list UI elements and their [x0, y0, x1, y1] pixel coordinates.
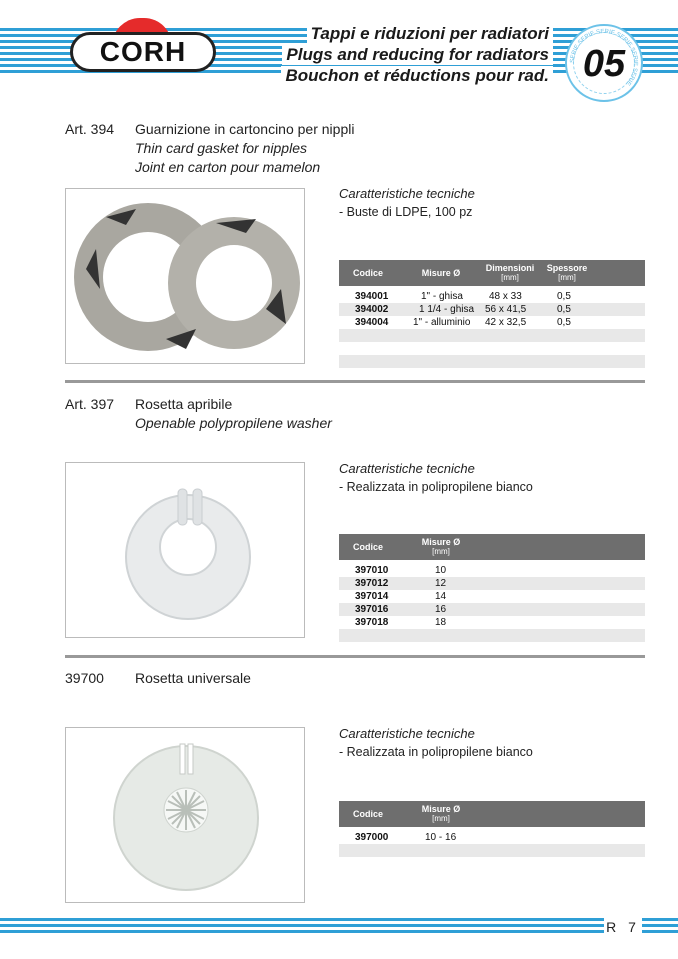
- universal-washer-illustration: [66, 728, 305, 903]
- cell-dimensions: 56 x 41,5: [485, 304, 527, 315]
- table-row: [339, 616, 645, 629]
- feature-item: - Buste di LDPE, 100 pz: [339, 205, 473, 219]
- features-title: Caratteristiche tecniche: [339, 461, 475, 476]
- cell-code: 397012: [355, 578, 389, 589]
- features-title: Caratteristiche tecniche: [339, 186, 475, 201]
- table-header: [339, 801, 645, 827]
- openable-washer-illustration: [66, 463, 305, 638]
- col-header-code: Codice: [352, 809, 383, 819]
- cell-code: 394004: [355, 317, 389, 328]
- cell-size: 1" - ghisa: [421, 291, 463, 302]
- cell-code: 397018: [355, 617, 389, 628]
- cell-code: 394002: [355, 304, 389, 315]
- gasket-illustration: [66, 189, 305, 364]
- article-name-it: Rosetta apribile: [135, 396, 233, 412]
- table-row: [339, 603, 645, 616]
- table-row: [339, 831, 645, 844]
- cell-code: 397014: [355, 591, 389, 602]
- article-code: Art. 397: [65, 396, 115, 412]
- logo-oval: [70, 32, 216, 72]
- col-header-code: Codice: [352, 542, 383, 552]
- article-name-en: Thin card gasket for nipples: [135, 140, 307, 156]
- col-header-code: Codice: [352, 268, 383, 278]
- col-header-size: Misure Ø [mm]: [421, 804, 461, 823]
- table-header: [339, 534, 645, 560]
- table-row-empty: [339, 629, 645, 642]
- col-header-dimensions: Dimensioni [mm]: [485, 263, 535, 282]
- cell-thickness: 0,5: [557, 291, 571, 302]
- cell-thickness: 0,5: [557, 317, 571, 328]
- cell-size: 16: [435, 604, 447, 615]
- cell-dimensions: 48 x 33: [489, 291, 522, 302]
- table-row: [339, 290, 645, 303]
- table-row-empty: [339, 329, 645, 342]
- table-row-empty: [339, 342, 645, 355]
- header-title-fr: Bouchon et réductions pour rad.: [281, 66, 553, 86]
- col-header-size: Misure Ø: [421, 268, 461, 278]
- table-row: [339, 577, 645, 590]
- table-row-empty: [339, 355, 645, 368]
- cell-size: 12: [435, 578, 447, 589]
- page-number: R 7: [604, 917, 642, 937]
- header-title-it: Tappi e riduzioni per radiatori: [307, 24, 553, 44]
- table-row: [339, 590, 645, 603]
- cell-code: 397016: [355, 604, 389, 615]
- feature-item: - Realizzata in polipropilene bianco: [339, 480, 533, 494]
- table-header: [339, 260, 645, 286]
- cell-size: 1" - alluminio: [413, 317, 471, 328]
- article-name-fr: Joint en carton pour mamelon: [135, 159, 321, 175]
- footer-stripes: [0, 918, 678, 936]
- brand-logo: [70, 18, 220, 76]
- cell-code: 394001: [355, 291, 389, 302]
- table-row: [339, 564, 645, 577]
- cell-code: 397010: [355, 565, 389, 576]
- washer-image: [65, 462, 305, 638]
- cell-size: 14: [435, 591, 447, 602]
- gasket-image: [65, 188, 305, 364]
- col-header-size: Misure Ø [mm]: [421, 537, 461, 556]
- features-title: Caratteristiche tecniche: [339, 726, 475, 741]
- product-table: [339, 801, 645, 857]
- article-name-en: Openable polypropilene washer: [135, 415, 332, 431]
- table-row: [339, 303, 645, 316]
- serie-number: 05: [582, 43, 626, 85]
- cell-dimensions: 42 x 32,5: [485, 317, 527, 328]
- cell-code: 397000: [355, 832, 389, 843]
- cell-thickness: 0,5: [557, 304, 571, 315]
- product-table: [339, 534, 645, 642]
- section-divider: [65, 655, 645, 658]
- brand-name: CORH: [99, 36, 187, 67]
- universal-washer-image: [65, 727, 305, 903]
- cell-size: 18: [435, 617, 447, 628]
- table-row-empty: [339, 844, 645, 857]
- feature-item: - Realizzata in polipropilene bianco: [339, 745, 533, 759]
- serie-label: SERIE SERIE SERIE SERIE SERIE SERIE: [569, 28, 639, 87]
- section-divider: [65, 380, 645, 383]
- table-row: [339, 316, 645, 329]
- col-header-thickness: Spessore [mm]: [546, 263, 588, 282]
- cell-size: 1 1/4 - ghisa: [419, 304, 475, 315]
- article-code: Art. 394: [65, 121, 115, 137]
- article-name-it: Guarnizione in cartoncino per nippli: [135, 121, 355, 137]
- article-name-it: Rosetta universale: [135, 670, 251, 686]
- cell-size: 10: [435, 565, 447, 576]
- serie-badge: [565, 24, 643, 102]
- article-code: 39700: [65, 670, 104, 686]
- product-table: [339, 260, 645, 368]
- header-title-en: Plugs and reducing for radiators: [282, 45, 553, 65]
- cell-size: 10 - 16: [425, 832, 457, 843]
